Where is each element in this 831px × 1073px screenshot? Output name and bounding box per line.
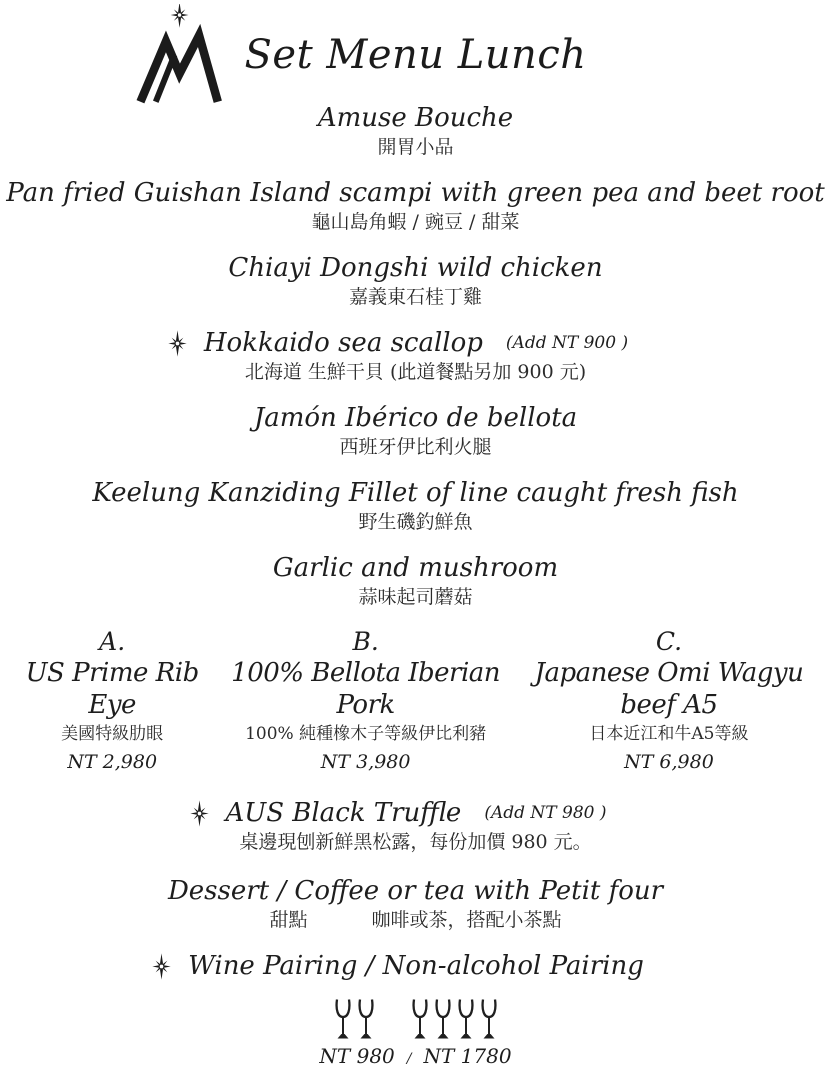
course-amuse-bouche — [0, 102, 831, 160]
nonalcohol-pairing-glasses — [410, 998, 499, 1040]
wine-glass-icon — [456, 998, 476, 1040]
supplement-note: (Add NT 900 ) — [505, 333, 629, 353]
wine-pairing-glasses — [333, 998, 376, 1040]
menu-body — [0, 102, 831, 1073]
option-name-zh: 日本近江和牛A5等級 — [589, 724, 749, 744]
option-name-en: 100% Bellota Iberian Pork — [231, 658, 501, 720]
wine-glass-icon — [356, 998, 376, 1040]
course-name-zh: 開胃小品 — [377, 136, 454, 158]
wine-glass-icon — [433, 998, 453, 1040]
dessert-name-en: Dessert / Coffee or tea with Petit four — [167, 876, 664, 906]
page-title: Set Menu Lunch — [244, 32, 587, 78]
price-separator: / — [406, 1051, 412, 1067]
dessert-zh-left: 甜點 — [269, 909, 308, 931]
option-letter: C. — [655, 627, 683, 656]
supplement-note: (Add NT 980 ) — [484, 803, 607, 823]
pairing-glasses — [0, 996, 831, 1040]
dessert-course — [0, 875, 831, 933]
course-name-zh: 西班牙伊比利火腿 — [339, 436, 492, 458]
course-name-en: Garlic and mushroom — [272, 553, 559, 583]
truffle-name-en: AUS Black Truffle — [225, 798, 462, 828]
course-name-zh: 蒜味起司蘑菇 — [358, 586, 473, 608]
course-name-en: Pan fried Guishan Island scampi with green pea and beet root — [6, 178, 825, 208]
option-a — [0, 627, 224, 777]
course-name-en: Hokkaido sea scallop — [203, 328, 483, 358]
m-mountain-logo-icon — [130, 4, 224, 106]
course-wild-chicken — [0, 252, 831, 310]
wine-glass-icon — [333, 998, 353, 1040]
pairing-prices — [0, 1042, 831, 1073]
dessert-zh-right: 咖啡或茶，搭配小茶點 — [371, 909, 562, 931]
nonalcohol-pairing-price: NT 1780 — [423, 1044, 512, 1068]
main-course-options — [0, 627, 831, 777]
option-letter: B. — [352, 627, 379, 656]
restaurant-logo — [130, 4, 224, 110]
option-name-zh: 100% 純種橡木子等級伊比利豬 — [245, 724, 487, 744]
option-name-en: Japanese Omi Wagyu beef A5 — [534, 658, 804, 720]
course-fresh-fish — [0, 477, 831, 535]
option-price: NT 3,980 — [320, 751, 411, 773]
course-name-en: Amuse Bouche — [317, 103, 514, 133]
wine-glass-icon — [410, 998, 430, 1040]
course-scampi — [0, 177, 831, 235]
option-c — [507, 627, 831, 777]
pairing-title-text: Wine Pairing / Non-alcohol Pairing — [188, 951, 644, 981]
option-letter: A. — [99, 627, 126, 656]
course-name-en: Keelung Kanziding Fillet of line caught fresh fish — [92, 478, 739, 508]
course-name-en: Chiayi Dongshi wild chicken — [228, 253, 603, 283]
course-name-zh: 嘉義東石桂丁雞 — [348, 286, 482, 308]
sparkle-icon — [189, 800, 210, 827]
course-name-zh: 北海道 生鮮干貝 (此道餐點另加 900 元) — [244, 361, 587, 383]
option-price: NT 6,980 — [624, 751, 714, 773]
course-name-zh: 野生磯釣鮮魚 — [358, 511, 473, 533]
truffle-supplement — [0, 797, 831, 855]
course-sea-scallop — [0, 327, 831, 385]
sparkle-icon — [167, 330, 188, 357]
option-b — [224, 627, 507, 777]
truffle-name-zh: 桌邊現刨新鮮黑松露，每份加價 980 元。 — [239, 831, 592, 853]
course-jamon — [0, 402, 831, 460]
course-name-zh: 龜山島角蝦 / 豌豆 / 甜菜 — [311, 211, 520, 233]
option-name-zh: 美國特級肋眼 — [61, 724, 164, 744]
option-name-en: US Prime Rib Eye — [25, 658, 199, 720]
course-name-en: Jamón Ibérico de bellota — [253, 403, 578, 433]
course-garlic-mushroom — [0, 552, 831, 610]
option-price: NT 2,980 — [67, 751, 158, 773]
dessert-name-zh — [0, 907, 831, 933]
wine-glass-icon — [479, 998, 499, 1040]
sparkle-icon — [151, 953, 172, 980]
pairing-title — [0, 950, 813, 982]
wine-pairing-price: NT 980 — [319, 1044, 395, 1068]
